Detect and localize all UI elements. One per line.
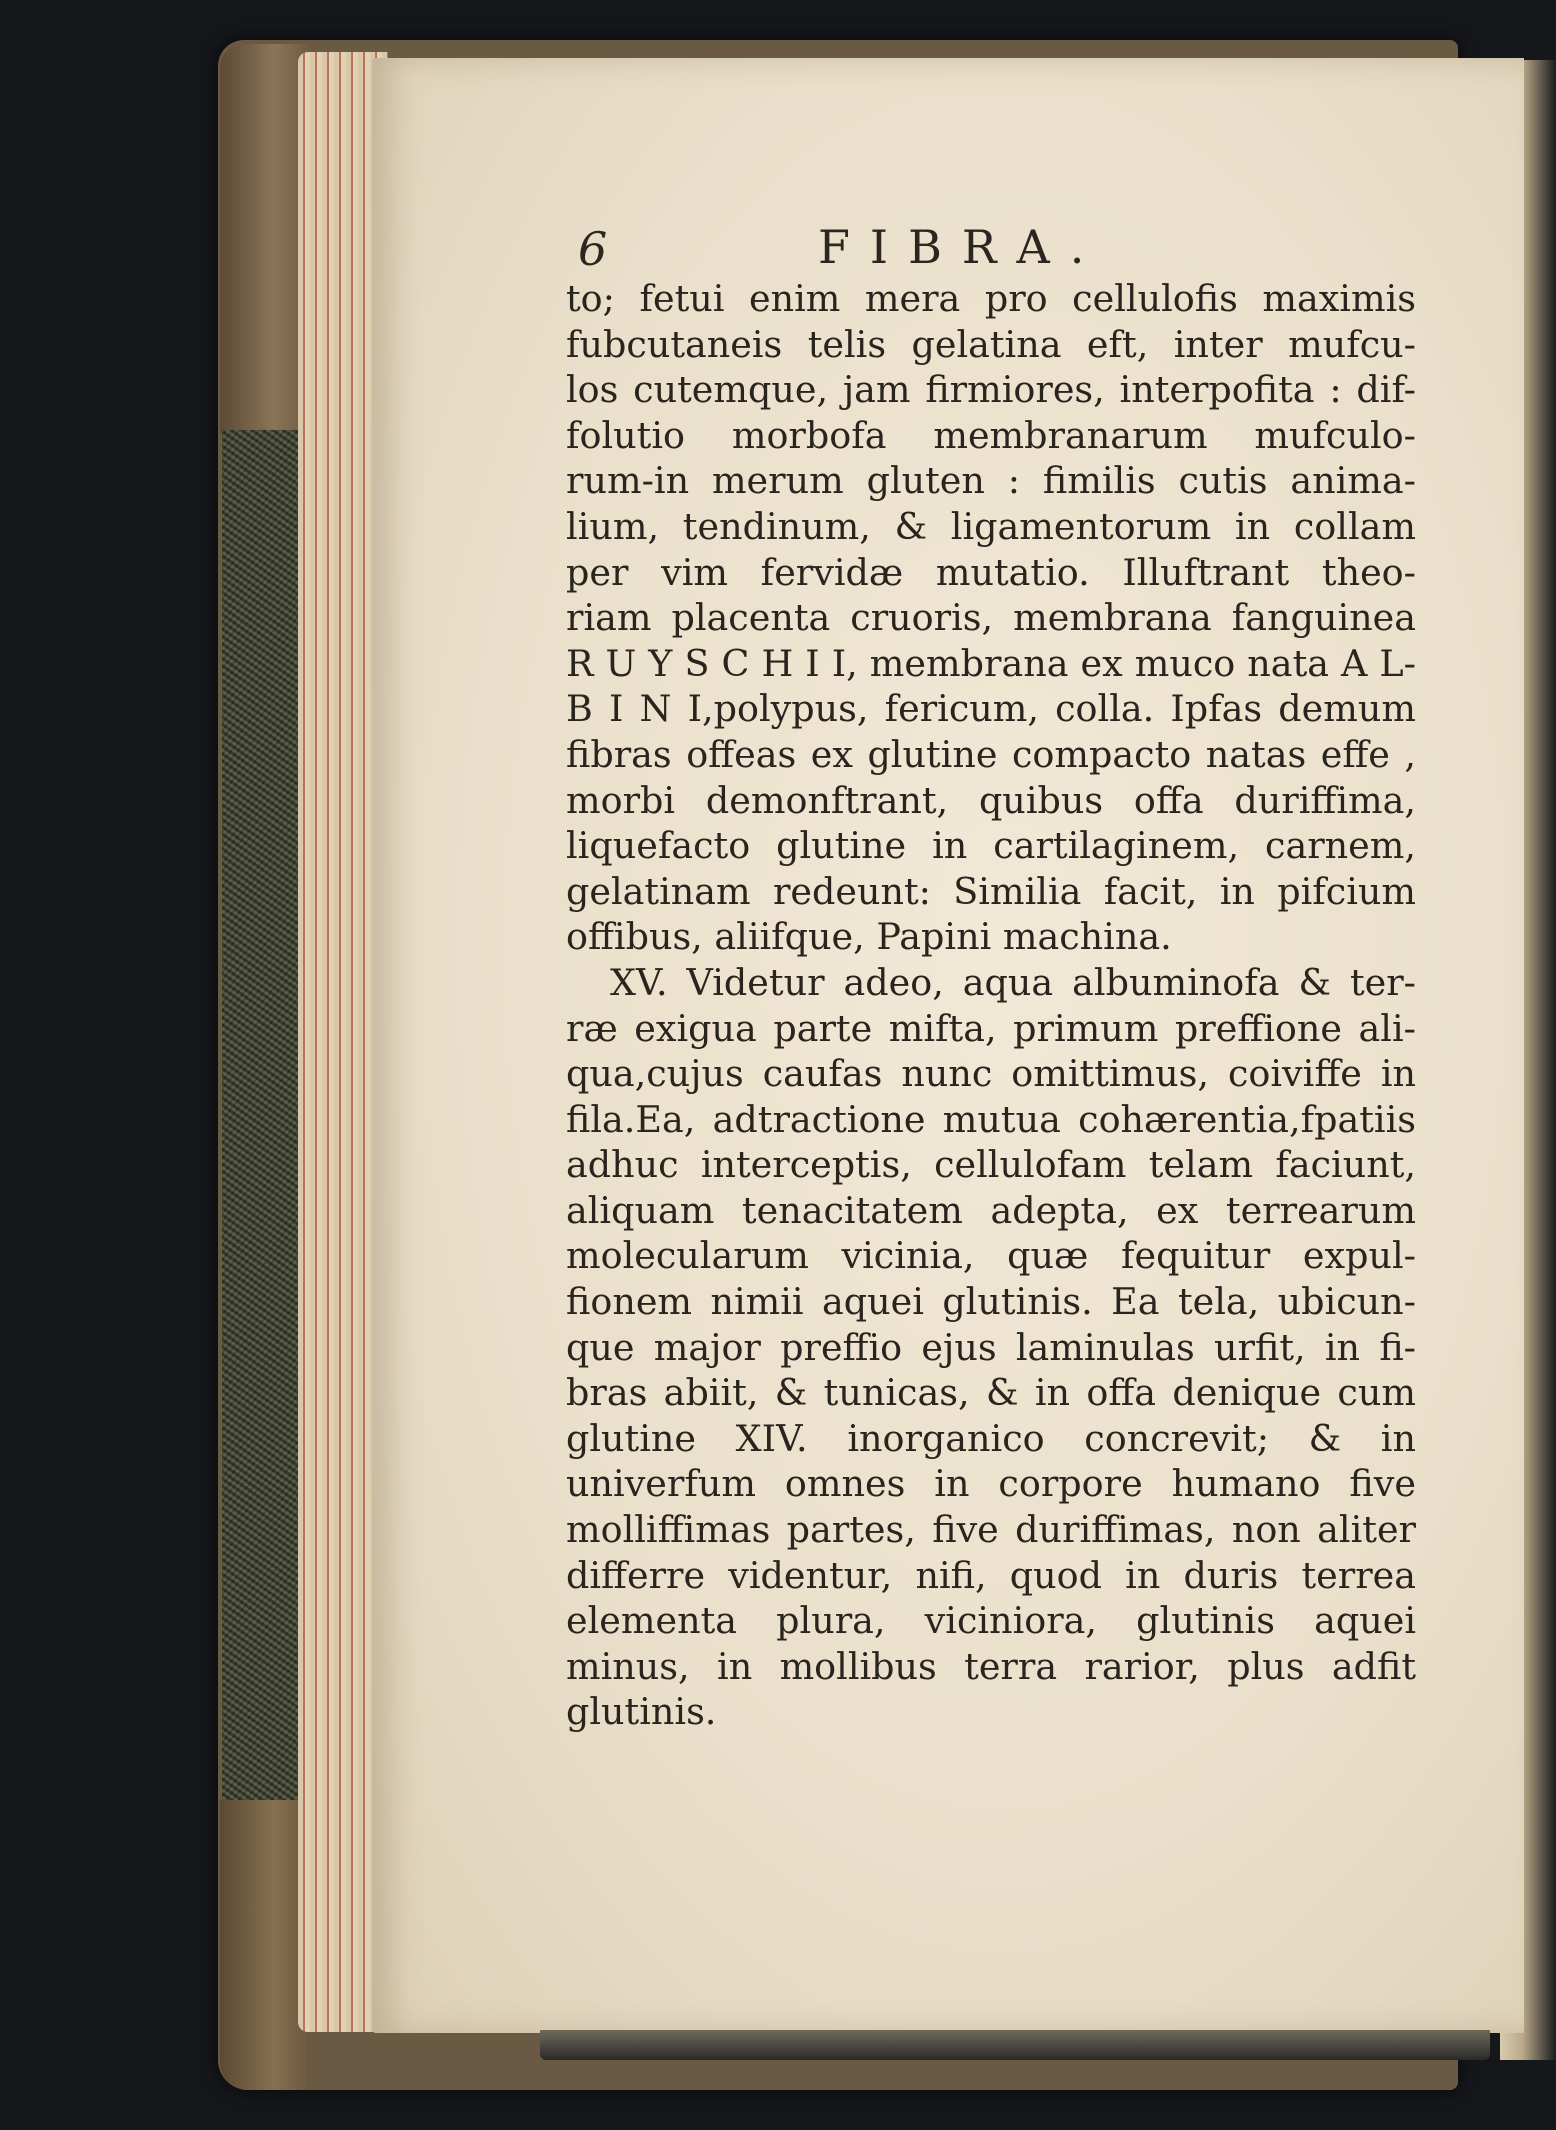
text-line: lium, tendinum, & ligamentorum in collam (566, 504, 1416, 548)
text-line: minus, in mollibus terra rarior, plus adfit (566, 1644, 1416, 1688)
text-line: los cutemque, jam firmiores, interpofita : dif- (566, 368, 1416, 412)
spine-marbled-board (222, 430, 310, 1810)
text-line: molecularum vicinia, quæ fequitur expul- (566, 1234, 1416, 1278)
text-line: aliquam tenacitatem adepta, ex terrearum (566, 1188, 1416, 1232)
text-line: ræ exigua parte mifta, primum preffione ali- (566, 1006, 1416, 1050)
text-line: morbi demonftrant, quibus offa duriffima, (566, 778, 1416, 822)
text-line: fibras offeas ex glutine compacto natas effe , (566, 732, 1416, 776)
text-line: bras abiit, & tunicas, & in offa denique cum (566, 1371, 1416, 1415)
text-line: fila.Ea, adtractione mutua cohærentia,fpatiis (566, 1097, 1416, 1141)
body-text (566, 276, 1416, 1735)
page-header (578, 220, 1478, 280)
text-line: B I N I,polypus, fericum, colla. Ipfas demum (566, 687, 1416, 731)
text-line: liquefacto glutine in cartilaginem, carnem, (566, 824, 1416, 868)
text-line: glutine XIV. inorganico concrevit; & in (566, 1416, 1416, 1460)
text-line: offibus, aliifque, Papini machina. (566, 915, 1172, 959)
text-line: univerfum omnes in corpore humano five (566, 1462, 1416, 1506)
text-line: adhuc interceptis, cellulofam telam faciunt, (566, 1143, 1416, 1187)
text-line: rum-in merum gluten : fimilis cutis anima- (566, 459, 1416, 503)
text-line: elementa plura, viciniora, glutinis aquei (566, 1599, 1416, 1643)
text-line: molliffimas partes, five duriffimas, non aliter (566, 1508, 1416, 1552)
text-line: R U Y S C H I I, membrana ex muco nata A L- (566, 641, 1416, 685)
text-line: to; fetui enim mera pro cellulofis maximis (566, 277, 1416, 320)
text-line: riam placenta cruoris, membrana fanguinea (566, 596, 1416, 640)
page-bottom-edge (540, 2030, 1490, 2060)
text-line: que major preffio ejus laminulas urfit, in fi- (566, 1325, 1416, 1369)
text-line: glutinis. (566, 1690, 717, 1734)
running-head: FIBRA. (818, 220, 1105, 274)
text-line: qua,cujus caufas nunc omittimus, coiviffe in (566, 1052, 1416, 1096)
text-line: fionem nimii aquei glutinis. Ea tela, ubicun- (566, 1280, 1416, 1324)
text-line: differre videntur, nifi, quod in duris terrea (566, 1553, 1416, 1597)
spine-leather-bottom (220, 1800, 310, 2090)
text-line: gelatinam redeunt: Similia facit, in pifcium (566, 869, 1416, 913)
text-line: fubcutaneis telis gelatina eft, inter mufcu- (566, 322, 1416, 366)
text-line: folutio morbofa membranarum mufculo- (566, 413, 1416, 457)
text-line: XV. Videtur adeo, aqua albuminofa & ter- (610, 960, 1416, 1004)
page-number: 6 (578, 222, 608, 276)
text-line: per vim fervidæ mutatio. Illuftrant theo- (566, 550, 1416, 594)
spine-leather-top (220, 44, 310, 434)
